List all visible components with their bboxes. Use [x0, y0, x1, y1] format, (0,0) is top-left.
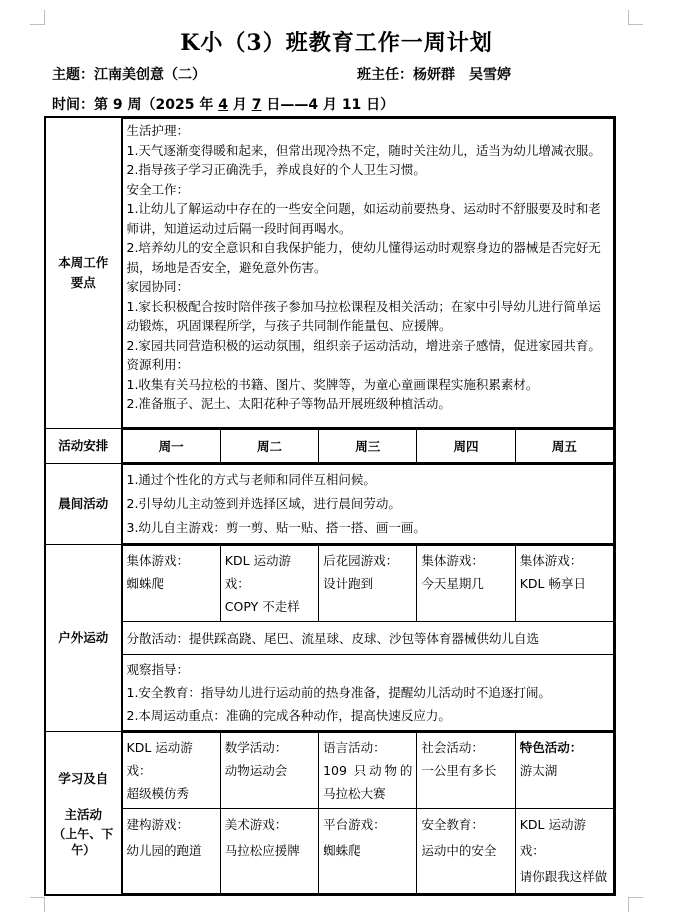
schedule-days-cell: [121, 429, 615, 464]
outdoor-scattered: 分散活动：提供踩高跷、尾巴、流星球、皮球、沙包等体育器械供幼儿自选: [122, 622, 614, 655]
outdoor-collective-table: [122, 545, 615, 731]
learning-value: 109 只动物的马拉松大赛: [323, 763, 413, 801]
outdoor-cell-wed: [319, 546, 417, 622]
focus-line: 1.让幼儿了解运动中存在的一些安全问题，如运动前要热身、运动时不舒服要及时和老师讲，知道运动过后隔一段时间再喝水。: [126, 201, 601, 236]
time-day: 7: [251, 97, 262, 113]
focus-content-cell: [121, 117, 615, 429]
morning-content-cell: [121, 464, 615, 545]
learning-cell: [122, 809, 220, 894]
outdoor-label: 集体游戏：: [421, 553, 484, 568]
theme-label: 主题：江南美创意（二）: [52, 67, 206, 83]
outdoor-heading: 户外运动: [45, 545, 121, 732]
learning-cell: [319, 809, 417, 894]
learning-cell: [515, 809, 613, 894]
guidance-line: 观察指导：: [126, 662, 190, 677]
learning-value: 运动中的安全: [421, 843, 497, 858]
learning-cell: [417, 733, 515, 809]
learning-value: 请你跟我这样做: [519, 869, 608, 884]
morning-line: 3.幼儿自主游戏：剪一剪、贴一贴、搭一搭、画一画。: [126, 520, 426, 535]
outdoor-row: [45, 545, 615, 732]
outdoor-value: 今天星期几: [421, 576, 484, 591]
day-tuesday: 周二: [220, 430, 318, 463]
crop-mark-bottom-right: [628, 897, 643, 912]
focus-line: 2.指导孩子学习正确洗手，养成良好的个人卫生习惯。: [126, 162, 426, 177]
outdoor-guidance: [122, 655, 614, 731]
learning-heading-1: 学习及自: [58, 771, 109, 786]
focus-line: 2.家园共同营造积极的运动氛围，组织亲子运动活动，增进亲子感情，促进家园共育。: [126, 337, 601, 353]
outdoor-cell-fri: [515, 546, 613, 622]
time-prefix: 时间：第 9 周（2025 年: [52, 97, 219, 113]
learning-label: 平台游戏：: [323, 817, 386, 832]
learning-row: [45, 732, 615, 896]
crop-mark-top-left: [30, 10, 45, 25]
plan-info-row: [52, 64, 652, 84]
day-monday: 周一: [122, 430, 220, 463]
days-table: [122, 429, 615, 463]
outdoor-value: 蜘蛛爬: [126, 576, 165, 591]
teacher-label: 班主任：杨妍群 吴雪婷: [357, 67, 511, 83]
learning-label: 建构游戏：: [126, 817, 190, 832]
focus-line: 2.准备瓶子、泥土、太阳花种子等物品开展班级种植活动。: [126, 396, 451, 411]
focus-line: 资源利用：: [126, 357, 190, 372]
focus-content: [122, 118, 615, 428]
focus-line: 1.天气逐渐变得暖和起来，但常出现冷热不定，随时关注幼儿，适当为幼儿增减衣服。: [126, 142, 601, 158]
day-thursday: 周四: [417, 430, 515, 463]
outdoor-value: COPY 不走样: [224, 599, 300, 614]
morning-row: [45, 464, 615, 545]
outdoor-label: 后花园游戏：: [323, 553, 399, 568]
learning-cell: [319, 733, 417, 809]
outdoor-value: KDL 畅享日: [519, 576, 586, 591]
time-suffix: 日——4 月 11 日）: [261, 97, 395, 113]
outdoor-cell-tue: [220, 546, 318, 622]
learning-heading-3: （上午、下午）: [53, 827, 114, 857]
focus-row: [45, 117, 615, 429]
page-title: K小（3）班教育工作一周计划: [180, 30, 493, 56]
weekly-plan-table: [44, 116, 616, 896]
learning-cell: [220, 809, 318, 894]
focus-line: 生活护理：: [126, 123, 190, 138]
learning-cell: [417, 809, 515, 894]
learning-value: 马拉松应援牌: [224, 843, 300, 858]
outdoor-label: 集体游戏：: [519, 553, 583, 568]
focus-line: 2.培养幼儿的安全意识和自我保护能力，使幼儿懂得运动时观察身边的器械是否完好无损，场地是否安全，避免意外伤害。: [126, 240, 601, 275]
time-month: 4: [218, 97, 228, 113]
outdoor-label: 集体游戏：: [126, 553, 190, 568]
learning-value: 超级模仿秀: [126, 786, 190, 801]
learning-label: KDL 运动游戏：: [519, 817, 586, 858]
outdoor-label: KDL 运动游戏：: [224, 553, 292, 591]
crop-mark-top-right: [628, 10, 643, 25]
learning-label: 语言活动：: [323, 740, 386, 755]
learning-cell: [515, 733, 613, 809]
focus-heading: 本周工作要点: [58, 255, 109, 290]
morning-heading: 晨间活动: [45, 464, 121, 545]
learning-value: 游太湖: [519, 763, 558, 778]
focus-line: 1.家长积极配合按时陪伴孩子参加马拉松课程及相关活动；在家中引导幼儿进行简单运动锻炼，巩固课程所学，与孩子共同制作能量包、应援牌。: [126, 298, 601, 333]
learning-value: 幼儿园的跑道: [126, 843, 202, 858]
learning-heading-2: 主活动: [64, 807, 102, 822]
learning-label: 安全教育：: [421, 817, 484, 832]
learning-value: 动物运动会: [224, 763, 288, 778]
outdoor-value: 设计跑到: [323, 576, 374, 591]
learning-cell: [220, 733, 318, 809]
guidance-line: 1.安全教育：指导幼儿进行运动前的热身准备，提醒幼儿活动时不追逐打闹。: [126, 685, 551, 700]
guidance-line: 2.本周运动重点：准确的完成各种动作，提高快速反应力。: [126, 708, 451, 723]
outdoor-cell-thu: [417, 546, 515, 622]
schedule-row: [45, 429, 615, 464]
learning-cell: [122, 733, 220, 809]
learning-heading-cell: [45, 732, 121, 896]
learning-label: 社会活动：: [421, 740, 484, 755]
learning-label: 美术游戏：: [224, 817, 288, 832]
learning-table: [122, 732, 615, 894]
schedule-heading: 活动安排: [45, 429, 121, 464]
morning-content: [122, 464, 615, 544]
focus-heading-cell: [45, 117, 121, 429]
time-label: [52, 94, 394, 114]
learning-value: 一公里有多长: [421, 763, 497, 778]
learning-label: 特色活动：: [519, 740, 583, 755]
morning-line: 1.通过个性化的方式与老师和同伴互相问候。: [126, 472, 376, 487]
learning-content-cell: [121, 732, 615, 896]
outdoor-content-cell: [121, 545, 615, 732]
crop-mark-bottom-left: [30, 897, 45, 912]
day-wednesday: 周三: [319, 430, 417, 463]
learning-label: 数学活动：: [224, 740, 288, 755]
time-sep1: 月: [227, 97, 252, 113]
morning-line: 2.引导幼儿主动签到并选择区域，进行晨间劳动。: [126, 496, 401, 511]
learning-value: 蜘蛛爬: [323, 843, 361, 858]
day-friday: 周五: [515, 430, 613, 463]
focus-line: 家园协同：: [126, 279, 190, 294]
focus-line: 安全工作：: [126, 181, 190, 197]
outdoor-cell-mon: [122, 546, 220, 622]
learning-label: KDL 运动游戏：: [126, 740, 193, 778]
focus-line: 1.收集有关马拉松的书籍、图片、奖牌等，为童心童画课程实施积累素材。: [126, 376, 539, 392]
